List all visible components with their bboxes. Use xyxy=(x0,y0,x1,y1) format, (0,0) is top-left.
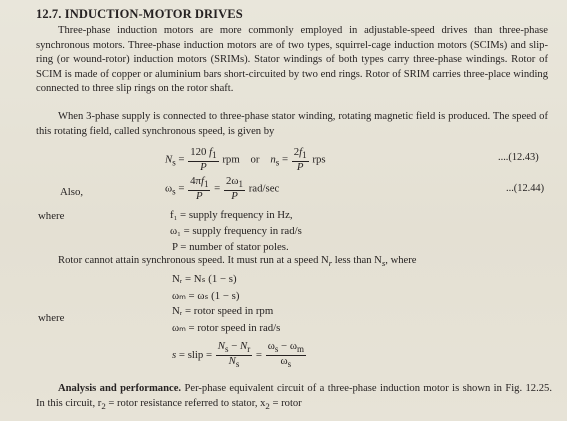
where-label-1: where xyxy=(38,210,65,222)
equation-number-12-43: ....(12.43) xyxy=(498,152,539,163)
intro-paragraph: Three-phase induction motors are more commonly employed in adjustable-speed drives than three-phase synchronous motors. Three-phase induction motors are of two types, squirrel-cage induction motors (SCIMs) and slip-ring (or wound-rotor) induction motors (SRIMs). Stator windings of both types carry three-phase windings. Rotor of SCIM is made of copper or aluminium bars short-circuited by two end rings. Rotor of SRIM carries three-place winding connected to three slip rings on the rotor shaft. xyxy=(36,25,548,95)
rotating-field-paragraph: When 3-phase supply is connected to three-phase stator winding, rotating magnetic field is produced. The speed of this rotating field, called synchronous speed, is given by xyxy=(36,111,548,137)
equation-12-43: $N_s$ = $\frac{120 f_1}{P}$ rpm or $n_s$ = $\frac{2f_1}{P}$ rps xyxy=(165,146,326,174)
also-label: Also, xyxy=(60,186,84,198)
where-label-2: where xyxy=(38,312,65,324)
slip-equation: s = slip = $\frac{N_s - N_r}{N_s}$ = $\frac{\omega_s - \omega_m}{\omega_s}$ xyxy=(172,340,304,370)
definition-nr-slip: Nᵣ = Nₛ (1 − s) xyxy=(172,273,237,285)
equation-number-12-44: ...(12.44) xyxy=(506,183,545,194)
definition-omegam: ωₘ = rotor speed in rad/s xyxy=(172,322,281,334)
definition-nr: Nᵣ = rotor speed in rpm xyxy=(172,305,274,317)
definition-poles: P = number of stator poles. xyxy=(172,241,289,253)
definition-f1: f₁ = supply frequency in Hz, xyxy=(170,209,293,221)
rotor-speed-paragraph: Rotor cannot attain synchronous speed. It must run at a speed $N_r$ less than $N_s$, where xyxy=(58,255,417,269)
definition-omegam-slip: ωₘ = ωₛ (1 − s) xyxy=(172,290,240,302)
section-heading: 12.7. INDUCTION-MOTOR DRIVES xyxy=(36,7,243,21)
definition-omega1: ω₁ = supply frequency in rad/s xyxy=(170,225,302,237)
equation-12-44: $\omega_s$ = $\frac{4\pi f_1}{P}$ = $\frac{2\omega_1}{P}$ rad/sec xyxy=(165,175,280,203)
analysis-paragraph: Analysis and performance. Per-phase equivalent circuit of a three-phase induction motor is shown in Fig. 12.25. In this circuit, $r_2$ = rotor resistance referred to stator, $x_2$ = rotor xyxy=(36,383,552,411)
